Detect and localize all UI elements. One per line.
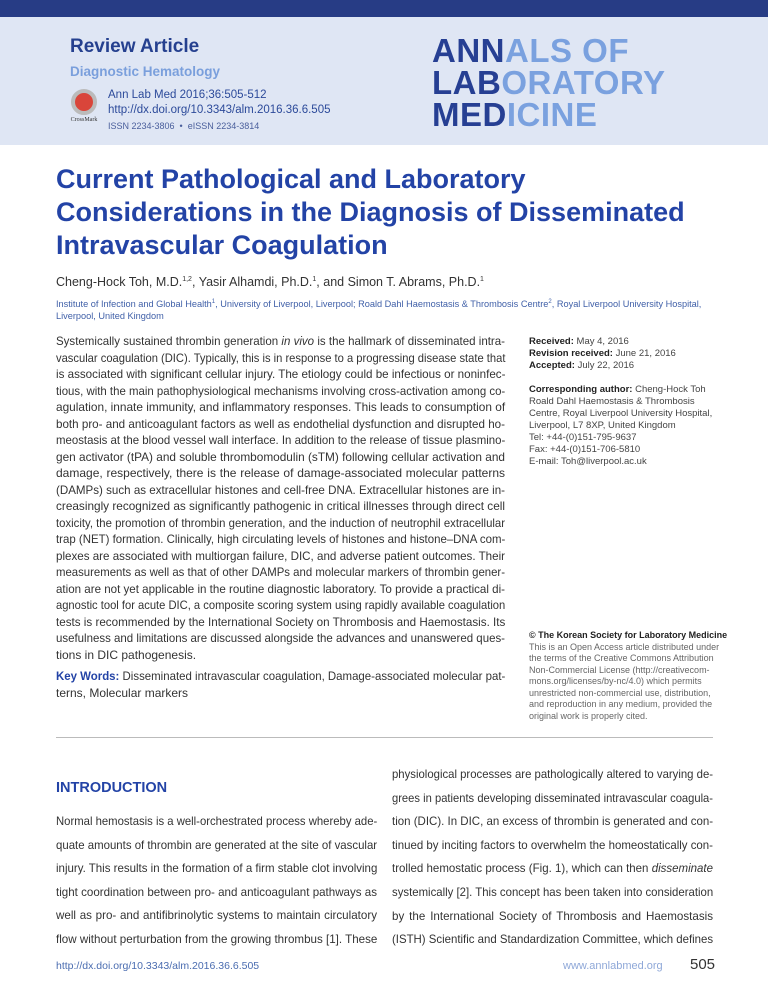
keywords-line: Key Words: Disseminated intravascular coagulation, Damage-associated molecular pat- xyxy=(56,669,506,683)
license-line: original work is properly cited. xyxy=(529,710,648,721)
article-type: Review Article xyxy=(70,36,200,57)
correspondence-line: Liverpool, L7 8XP, United Kingdom xyxy=(529,420,676,431)
license-line: This is an Open Access article distributed under xyxy=(529,641,720,652)
authors: Cheng-Hock Toh, M.D.$^{1,2}$, Yasir Alhamdi, Ph.D.$^1$, and Simon T. Abrams, Ph.D.$^1$ xyxy=(56,275,484,289)
footer-doi[interactable]: http://dx.doi.org/10.3343/alm.2016.36.6.505 xyxy=(56,960,260,972)
section-heading: INTRODUCTION xyxy=(56,780,168,796)
correspondence-line: Centre, Royal Liverpool University Hospital, xyxy=(529,408,713,419)
paragraph-line: quate amounts of thrombin are generated at the site of vascular xyxy=(56,838,378,852)
abstract-line: creasingly recognized as significantly pathogenic in critical illnesses through direct cell xyxy=(56,499,505,513)
license-line: unrestricted non-commercial use, distribution, xyxy=(529,687,711,698)
paragraph-line: Normal hemostasis is a well-orchestrated process whereby ade- xyxy=(56,815,378,828)
intro-left-column xyxy=(56,810,377,952)
abstract-line: toxicity, the promotion of thrombin generation, and the induction of neutrophil extracellular xyxy=(56,515,505,530)
abstract-line: meostasis at the blood vessel wall interface. In addition to the release of tissue plasmino- xyxy=(56,433,506,447)
citation: Ann Lab Med 2016;36:505-512 xyxy=(108,89,267,101)
corresponding-author: Corresponding author: Cheng-Hock Toh Roald Dahl Haemostasis & Thrombosis Centre, Royal Liverpool University Hospital, Liverpool, L7 8XP, United Kingdom Tel: +44-(0)151-795-9637 Fax: +44-(0)151-706-5810 E-mail: Toh@liverpool.ac.uk xyxy=(529,384,729,468)
top-bar xyxy=(0,0,768,17)
paragraph-line: trolled hemostatic process (Fig. 1), which can then disseminate xyxy=(392,862,713,876)
license-line: and reproduction in any medium, provided the xyxy=(529,699,713,709)
abstract-line: trap (NET) formation. Clinically, high circulating levels of histones and histone–DNA com- xyxy=(56,532,506,546)
license-line: mons.org/licenses/by-nc/4.0) which permits xyxy=(529,676,702,686)
correspondence-line: Tel: +44-(0)151-795-9637 xyxy=(529,432,637,443)
abstract-line: vascular coagulation (DIC). Typically, this is in response to a progressing disease state that xyxy=(56,350,506,365)
crossmark-logo[interactable]: CrossMark xyxy=(69,89,99,133)
keywords xyxy=(56,668,505,702)
paragraph-line: flow without perturbation from the growing thrombus [1]. These xyxy=(56,932,378,946)
correspondence-line: E-mail: Toh@liverpool.ac.uk xyxy=(529,456,647,467)
paragraph-line: injury. This results in the formation of a firm stable clot involving xyxy=(56,862,378,876)
abstract-line: is associated with significant cellular injury. The etiology could be infectious or noninfec- xyxy=(56,367,506,381)
article-title: Current Pathological and Laboratory Considerations in the Diagnosis of Disseminated Intravascular Coagulation xyxy=(56,164,685,260)
date-item: Accepted: July 22, 2016 xyxy=(529,360,635,371)
abstract-line: damage, respectively, there is the release of damage-associated molecular patterns xyxy=(56,466,505,480)
paragraph-line: grees in patients developing disseminated intravascular coagula- xyxy=(392,791,713,805)
correspondence-line: Roald Dahl Haemostasis & Thrombosis xyxy=(529,396,695,407)
issn: ISSN 2234-3806 • eISSN 2234-3814 xyxy=(108,121,260,131)
abstract-line: (DAMPs) such as extracellular histones and cell-free DNA. Extracellular histones are in- xyxy=(56,482,505,497)
license-line: Non-Commercial License (http://creativecom- xyxy=(529,664,710,675)
paragraph-line: tight coordination between pro- and anticoagulant pathways as xyxy=(56,885,377,899)
page-number: 505 xyxy=(690,956,716,973)
journal-header xyxy=(0,17,768,145)
journal-logo: ANNALS OF LABORATORY MEDICINE xyxy=(432,32,666,133)
article-dates xyxy=(529,336,729,372)
abstract-line: agnostic tool for acute DIC, a composite scoring system using rapidly available coagulation xyxy=(56,598,506,612)
article-category: Diagnostic Hematology xyxy=(70,64,221,79)
abstract-line: tious, with the main pathophysiological mechanisms involving cross-activation among co- xyxy=(56,383,506,398)
abstract-line: ation are not yet applicable in the routine diagnostic laboratory. To provide a practical di- xyxy=(56,581,505,596)
paragraph-line: systemically [2]. This concept has been taken into consideration xyxy=(392,885,714,899)
doi-link[interactable]: http://dx.doi.org/10.3343/alm.2016.36.6.505 xyxy=(108,104,331,116)
abstract-line: plexes are associated with multiorgan failure, DIC, and adverse patient outcomes. Their xyxy=(56,548,505,563)
abstract-line: tions in DIC pathogenesis. xyxy=(56,647,197,662)
paragraph-line: tinued by inciting factors to overwhelm the homeostatically con- xyxy=(392,838,713,852)
abstract xyxy=(56,333,505,663)
intro-right-column xyxy=(392,763,713,952)
divider xyxy=(56,737,713,738)
abstract-line: tests is recommended by the International Society on Thrombosis and Haemostasis. Its xyxy=(56,614,506,629)
affiliations: Institute of Infection and Global Health$^1$, University of Liverpool, Liverpool; Roald Dahl Haemostasis & Thrombosis Centre$^2$, Royal Liverpool University Hospital, Liverpool, United Kingdom xyxy=(56,299,702,322)
paragraph-line: physiological processes are pathologically altered to varying de- xyxy=(392,768,714,781)
abstract-line: measurements as well as that of other DAMPs and molecular markers of thrombin gener- xyxy=(56,565,505,579)
keywords-line: terns, Molecular markers xyxy=(56,686,189,700)
crossmark-icon xyxy=(71,89,97,115)
footer-website[interactable]: www.annlabmed.org xyxy=(563,960,663,972)
paragraph-line: by the International Society of Thrombosis and Haemostasis xyxy=(392,909,713,923)
correspondence-line: Fax: +44-(0)151-706-5810 xyxy=(529,444,641,455)
abstract-line: both pro- and anticoagulant factors as well as endothelial dysfunction and disrupted ho- xyxy=(56,416,505,431)
abstract-line: Systemically sustained thrombin generation in vivo is the hallmark of disseminated intra- xyxy=(56,334,506,348)
date-item: Received: May 4, 2016 xyxy=(529,336,629,347)
license-line: the terms of the Creative Commons Attribution xyxy=(529,653,714,663)
paragraph-line: (ISTH) Scientific and Standardization Committee, which defines xyxy=(392,933,714,947)
license-notice: © The Korean Society for Laboratory Medicine This is an Open Access article distributed under the terms of the Creative Commons Attribution Non-Commercial License (http://creativecom- mons.org/licenses/by-nc/4.0) which permits unrestricted non-commercial use, distribution, and reproduction in any medium, provided the original work is properly cited. xyxy=(529,630,728,721)
abstract-line: usefulness and limitations are discussed alongside the advances and unanswered ques- xyxy=(56,631,505,645)
date-item: Revision received: June 21, 2016 xyxy=(529,348,676,359)
paragraph-line: well as pro- and antifibrinolytic systems to maintain circulatory xyxy=(56,909,377,923)
paragraph-line: tion (DIC). In DIC, an excess of thrombin is generated and con- xyxy=(392,815,714,829)
abstract-line: gen activator (tPA) and soluble thrombomodulin (sTM) following cellular activation and xyxy=(56,449,505,464)
abstract-line: agulation, innate immunity, and inflammatory responses. This leads to consumption of xyxy=(56,400,506,414)
